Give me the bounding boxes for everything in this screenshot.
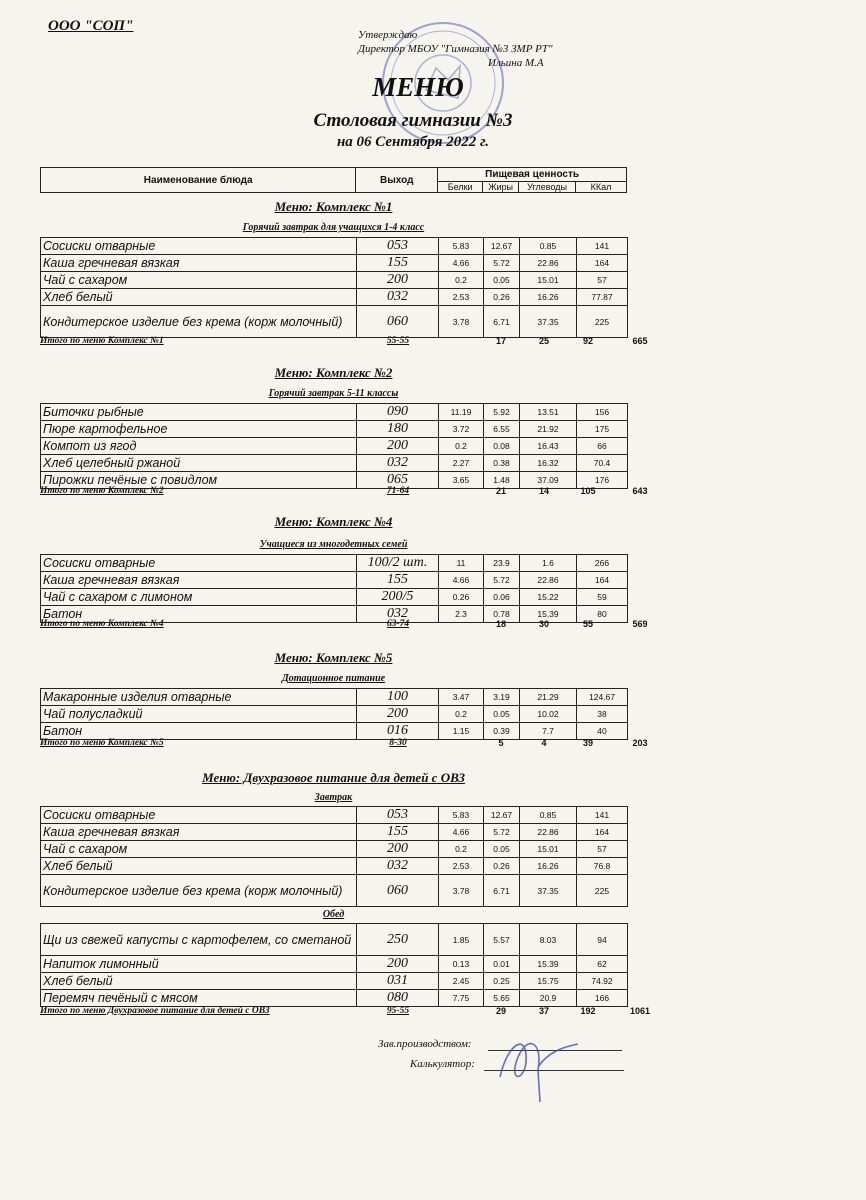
table-row: Каша гречневая вязкая 155 4.66 5.72 22.86 164 [41, 824, 628, 841]
organization-name: ООО "СОП" [48, 18, 134, 34]
table-row: Каша гречневая вязкая 155 4.66 5.72 22.86 164 [41, 572, 628, 589]
section-subtitle: Горячий завтрак для учащихся 1-4 класс [242, 222, 425, 233]
header-col-protein: Белки [438, 182, 483, 193]
table-row: Хлеб целебный ржаной 032 2.27 0.38 16.32 70.4 [41, 455, 628, 472]
document-title: МЕНЮ [372, 72, 464, 102]
total-row: Итого по меню Комплекс №2 71-64 21 14 105 643 [40, 486, 648, 496]
table-row: Компот из ягод 200 0.2 0.08 16.43 66 [41, 438, 628, 455]
total-row: Итого по меню Двухразовое питание для детей с ОВЗ 95-55 29 37 192 1061 [40, 1006, 651, 1016]
approval-line-1: Утверждаю [358, 29, 418, 41]
table-row: Макаронные изделия отварные 100 3.47 3.19 21.29 124.67 [41, 689, 628, 706]
section-subtitle: Горячий завтрак 5-11 классы [268, 388, 399, 399]
table-row: Щи из свежей капусты с картофелем, со сметаной 250 1.85 5.57 8.03 94 [41, 924, 628, 956]
section-title: Меню: Комплекс №4 [274, 514, 393, 529]
header-col-carbs: Углеводы [519, 182, 576, 193]
menu-table [40, 403, 628, 489]
document-date: на 06 Сентября 2022 г. [336, 134, 490, 150]
table-row: Батон 016 1.15 0.39 7.7 40 [41, 723, 628, 740]
table-row: Напиток лимонный 200 0.13 0.01 15.39 62 [41, 956, 628, 973]
table-row: Пирожки печёные с повидлом 065 3.65 1.48 37.09 176 [41, 472, 628, 489]
table-row: Каша гречневая вязкая 155 4.66 5.72 22.86 164 [41, 255, 628, 272]
section-title: Меню: Комплекс №1 [274, 199, 393, 214]
table-row: Перемяч печёный с мясом 080 7.75 5.65 20.9 166 [41, 990, 628, 1007]
menu-table [40, 806, 628, 907]
table-row: Чай полусладкий 200 0.2 0.05 10.02 38 [41, 706, 628, 723]
section-title: Меню: Комплекс №2 [274, 365, 393, 380]
table-row: Кондитерское изделие без крема (корж молочный) 060 3.78 6.71 37.35 225 [41, 875, 628, 907]
total-row: Итого по меню Комплекс №1 55-55 17 25 92 665 [40, 336, 648, 346]
document-subtitle: Столовая гимназии №3 [313, 110, 513, 131]
section-subtitle: Завтрак [314, 792, 353, 803]
table-row: Пюре картофельное 180 3.72 6.55 21.92 175 [41, 421, 628, 438]
total-row: Итого по меню Комплекс №5 8-30 5 4 39 203 [40, 738, 648, 748]
menu-table [40, 688, 628, 740]
header-col-kcal: ККал [576, 182, 627, 193]
table-row: Сосиски отварные 053 5.83 12.67 0.85 141 [41, 807, 628, 824]
header-table [40, 167, 627, 193]
table-row: Чай с сахаром 200 0.2 0.05 15.01 57 [41, 272, 628, 289]
approval-block [358, 28, 553, 70]
table-row: Сосиски отварные 100/2 шт. 11 23.9 1.6 266 [41, 555, 628, 572]
table-row: Биточки рыбные 090 11.19 5.92 13.51 156 [41, 404, 628, 421]
section-subtitle-lunch: Обед [322, 909, 345, 920]
table-row: Чай с сахаром с лимоном 200/5 0.26 0.06 15.22 59 [41, 589, 628, 606]
table-row: Хлеб белый 031 2.45 0.25 15.75 74.92 [41, 973, 628, 990]
menu-table [40, 554, 628, 623]
header-col-fat: Жиры [483, 182, 519, 193]
table-row: Сосиски отварные 053 5.83 12.67 0.85 141 [41, 238, 628, 255]
table-row: Хлеб белый 032 2.53 0.26 16.26 77.87 [41, 289, 628, 306]
table-row: Чай с сахаром 200 0.2 0.05 15.01 57 [41, 841, 628, 858]
section-subtitle: Учащиеся из многодетных семей [259, 539, 408, 550]
menu-table [40, 923, 628, 1007]
approval-line-2: Директор МБОУ "Гимназия №3 ЗМР РТ" [358, 43, 553, 55]
menu-table [40, 237, 628, 338]
table-row: Кондитерское изделие без крема (корж молочный) 060 3.78 6.71 37.35 225 [41, 306, 628, 338]
section-title: Меню: Двухразовое питание для детей с ОВЗ [202, 770, 465, 785]
section-subtitle: Дотационное питание [281, 673, 386, 684]
table-row: Батон 032 2.3 0.78 15.39 80 [41, 606, 628, 623]
header-output: Выход [356, 168, 438, 193]
total-row: Итого по меню Комплекс №4 63-74 18 30 55 569 [40, 619, 648, 629]
section-title: Меню: Комплекс №5 [274, 650, 393, 665]
header-nutrition: Пищевая ценность [438, 168, 627, 182]
table-row: Хлеб белый 032 2.53 0.26 16.26 76.8 [41, 858, 628, 875]
approval-line-3: Ильина М.А [488, 57, 544, 69]
production-manager-label: Зав.производством: [378, 1038, 472, 1050]
signature-mark [488, 1022, 598, 1112]
header-name: Наименование блюда [41, 168, 356, 193]
calculator-label: Калькулятор: [410, 1058, 475, 1070]
